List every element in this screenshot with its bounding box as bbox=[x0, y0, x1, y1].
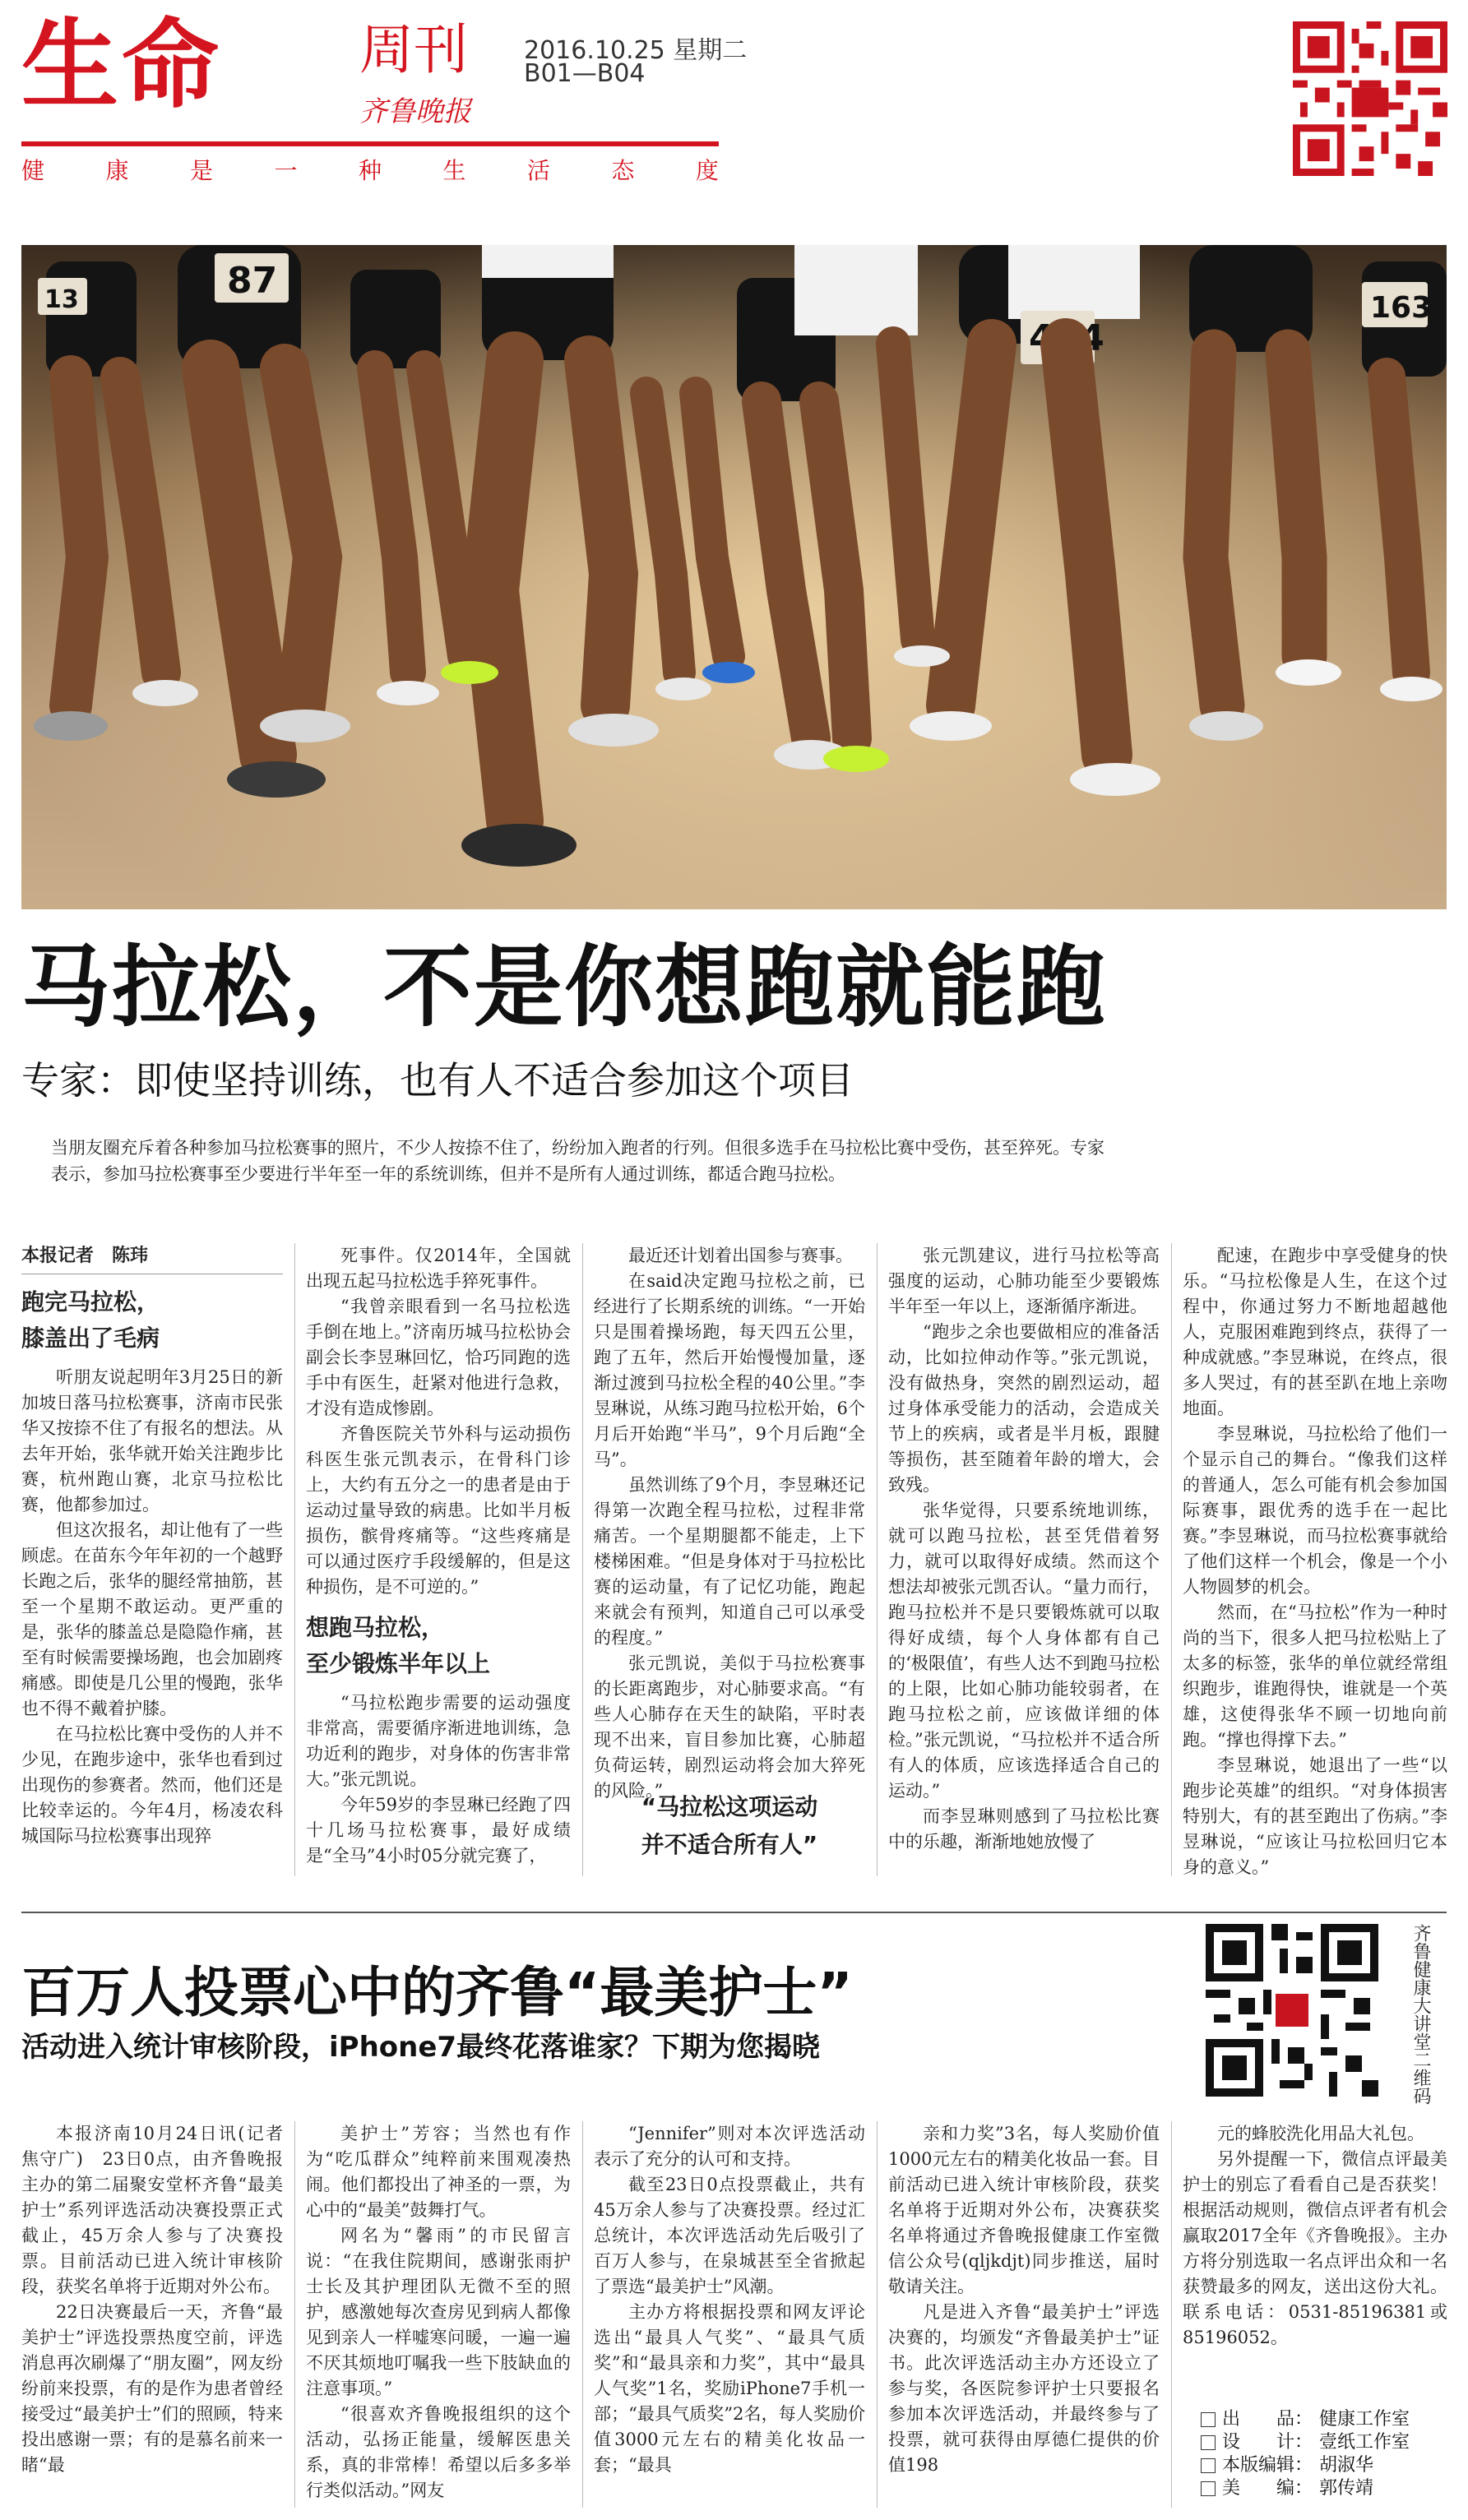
slogan-char: 是 bbox=[189, 157, 213, 184]
credit-value: 壹纸工作室 bbox=[1319, 2432, 1410, 2453]
paragraph: 配速，在跑步中享受健身的快乐。“马拉松像是人生，在这个过程中，你通过努力不断地超越他人，克服困难跑到终点，获得了一种成就感。”李昱琳说，在终点，很多人哭过，有的甚至趴在地上亲吻地面。 bbox=[1183, 1246, 1447, 1418]
main-headline: 马拉松，不是你想跑就能跑 bbox=[21, 936, 1108, 1039]
paragraph: 在said决定跑马拉松之前，已经进行了长期系统的训练。“一开始只是围着操场跑，每天四五公里，跑了五年，然后开始慢慢加量，逐渐过渡到马拉松全程的40公里。”李昱琳说，从练习跑马拉松开始，6个月后开始跑“半马”，9个月后跑“全马”。 bbox=[594, 1271, 865, 1469]
credit-value: 健康工作室 bbox=[1319, 2409, 1410, 2430]
credit-value: 郭传靖 bbox=[1319, 2478, 1374, 2499]
paper-name-logo: 齐鲁晚报 bbox=[359, 95, 471, 128]
page-range: B01—B04 bbox=[524, 59, 646, 88]
paragraph: 死事件。仅2014年，全国就出现五起马拉松选手猝死事件。 bbox=[306, 1246, 571, 1291]
slogan-char: 活 bbox=[526, 157, 550, 184]
quote-line: “马拉松这项运动 bbox=[641, 1793, 818, 1820]
paragraph: 主办方将根据投票和网友评论选出“最具人气奖”、“最具气质奖”和“最具亲和力奖”，其中“最具人气奖”1名，奖励iPhone7手机一部；“最具气质奖”2名，每人奖励价值3000元左右的精美化妆品一套；“最具 bbox=[594, 2302, 865, 2475]
checkbox-icon bbox=[1201, 2412, 1216, 2427]
credit-label: 出 品： bbox=[1222, 2409, 1313, 2430]
credit-row bbox=[1201, 2454, 1447, 2477]
article2-column-5 bbox=[1183, 2121, 1447, 2351]
bib-number: 163 bbox=[1370, 291, 1433, 325]
slogan-char: 生 bbox=[442, 157, 466, 184]
column-divider bbox=[294, 2121, 295, 2508]
paragraph: 凡是进入齐鲁“最美护士”评选决赛的，均颁发“齐鲁最美护士”证书。此次评选活动主办方还设立了参与奖，各医院参评护士只要报名参加本次评选活动，并最终参与了投票，就可获得由厚德仁提供的价值198 bbox=[888, 2302, 1160, 2475]
paragraph: “跑步之余也要做相应的准备活动，比如拉伸动作等。”张元凯说，没有做热身，突然的剧烈运动，超过身体承受能力的活动，会造成关节上的疾病，或者是半月板，跟腱等损伤，甚至随着年龄的增大，会致残。 bbox=[888, 1322, 1160, 1495]
paragraph: 虽然训练了9个月，李昱琳还记得第一次跑全程马拉松，过程非常痛苦。一个星期腿都不能走，上下楼梯困难。“但是身体对于马拉松比赛的运动量，有了记忆功能，跑起来就会有预判，知道自己可以承受的程度。” bbox=[594, 1475, 865, 1648]
paragraph: 最近还计划着出国参与赛事。 bbox=[628, 1246, 853, 1265]
runners-illustration bbox=[21, 245, 1447, 909]
paragraph: 张元凯建议，进行马拉松等高强度的运动，心肺功能至少要锻炼半年至一年以上，逐渐循序渐进。 bbox=[888, 1246, 1160, 1316]
article2-column-3 bbox=[594, 2121, 865, 2478]
slogan-char: 健 bbox=[21, 157, 45, 184]
credit-row bbox=[1201, 2408, 1447, 2431]
second-headline: 百万人投票心中的齐鲁“最美护士” bbox=[21, 1961, 853, 2024]
main-subhead: 专家：即使坚持训练，也有人不适合参加这个项目 bbox=[21, 1058, 854, 1103]
paragraph: 李昱琳说，她退出了一些“以跑步论英雄”的组织。“对身体损害特别大，有的甚至跑出了伤病。”李昱琳说，“应该让马拉松回归它本身的意义。” bbox=[1183, 1755, 1447, 1877]
slogan-char: 种 bbox=[358, 157, 382, 184]
article2-column-1 bbox=[21, 2121, 283, 2478]
article-column-3 bbox=[594, 1243, 865, 1804]
column-divider bbox=[877, 1243, 878, 1876]
column-divider bbox=[1171, 1243, 1172, 1876]
subtitle-line: 膝盖出了毛病 bbox=[21, 1325, 160, 1352]
paragraph: 而李昱琳则感到了马拉松比赛中的乐趣，渐渐地她放慢了 bbox=[888, 1806, 1160, 1852]
section-subtitle bbox=[21, 1284, 283, 1357]
article2-column-2 bbox=[306, 2121, 571, 2504]
bib-number: 13 bbox=[44, 285, 79, 314]
article-column-5 bbox=[1183, 1243, 1447, 1880]
paragraph: “Jennifer”则对本次评选活动表示了充分的认可和支持。 bbox=[594, 2124, 865, 2169]
paragraph: 美护士”芳容；当然也有作为“吃瓜群众”纯粹前来围观凑热闹。他们都投出了神圣的一票，为心中的“最美”鼓舞打气。 bbox=[306, 2124, 571, 2220]
column-divider bbox=[582, 2121, 583, 2508]
brand-title: 生命 bbox=[21, 8, 223, 122]
bib-number: 464 bbox=[1029, 317, 1104, 359]
paragraph: 但这次报名，却让他有了一些顾虑。在苗东今年年初的一个越野长跑之后，张华的腿经常抽筋，甚至一个星期不敢运动。更严重的是，张华的膝盖总是隐隐作痛，甚至有时候需要操场跑，也会加剧疼痛感。即使是几公里的慢跑，张华也不得不戴着护膝。 bbox=[21, 1520, 283, 1718]
paragraph: 截至23日0点投票截止，共有45万余人参与了决赛投票。经过汇总统计，本次评选活动先后吸引了百万人参与，在泉城甚至全省掀起了票选“最美护士”风潮。 bbox=[594, 2175, 865, 2296]
qr-code-icon[interactable] bbox=[1206, 1924, 1378, 2097]
quote-line: 并不适合所有人” bbox=[641, 1831, 818, 1858]
paragraph: 张华觉得，只要系统地训练，就可以跑马拉松，甚至凭借着努力，就可以取得好成绩。然而这个想法却被张元凯否认。“量力而行，跑马拉松并不是只要锻炼就可以取得好成绩，每个人身体都有自己的‘极限值’，有些人达不到跑马拉松的上限，比如心肺功能较弱者，在跑马拉松之前，应该做详细的体检。”张元凯说，“马拉松并不适合所有人的体质，应该选择适合自己的运动。” bbox=[888, 1500, 1160, 1801]
article2-column-4 bbox=[888, 2121, 1160, 2478]
subtitle-line: 跑完马拉松， bbox=[21, 1288, 160, 1315]
paragraph: 22日决赛最后一天，齐鲁“最美护士”评选投票热度空前，评选消息再次刷爆了“朋友圈”，网友纷纷前来投票，有的是作为患者曾经接受过“最美护士”们的照顾，特来投出感谢一票；有的是慕名前来一睹“最 bbox=[21, 2302, 283, 2475]
qr-code-icon[interactable] bbox=[1293, 21, 1447, 176]
subtitle-line: 想跑马拉松， bbox=[306, 1614, 445, 1641]
column-divider bbox=[1171, 2121, 1172, 2508]
marathon-runners-photo bbox=[21, 245, 1447, 909]
article-column-1 bbox=[21, 1243, 283, 1849]
paragraph: 本报济南10月24日讯(记者 焦守广) 23日0点，由齐鲁晚报主办的第二届聚安堂杯齐鲁“最美护士”系列评选活动决赛投票正式截止，45万余人参与了决赛投票。目前活动已进入统计审核阶段，获奖名单将于近期对外公布。 bbox=[21, 2124, 283, 2296]
paragraph: “很喜欢齐鲁晚报组织的这个活动，弘扬正能量，缓解医患关系，真的非常棒！希望以后多多举行类似活动。”网友 bbox=[306, 2404, 571, 2500]
lead-paragraph: 当朋友圈充斥着各种参加马拉松赛事的照片，不少人按捺不住了，纷纷加入跑者的行列。但很多选手在马拉松比赛中受伤，甚至猝死。专家表示，参加马拉松赛事至少要进行半年至一年的系统训练，但并不是所有人通过训练，都适合跑马拉松。 bbox=[51, 1138, 1104, 1184]
paragraph: “我曾亲眼看到一名马拉松选手倒在地上。”济南历城马拉松协会副会长李昱琳回忆，恰巧同跑的选手中有医生，赶紧对他进行急救，才没有造成惨剧。 bbox=[306, 1297, 571, 1418]
paragraph: 齐鲁医院关节外科与运动损伤科医生张元凯表示，在骨科门诊上，大约有五分之一的患者是由于运动过量导致的病患。比如半月板损伤，髌骨疼痛等。“这些疼痛是可以通过医疗手段缓解的，但是这种损伤，是不可逆的。” bbox=[306, 1424, 571, 1597]
credit-label: 美 编： bbox=[1222, 2478, 1313, 2499]
pull-quote bbox=[594, 1788, 865, 1864]
bib-number: 87 bbox=[227, 260, 278, 302]
slogan-char: 康 bbox=[105, 157, 129, 184]
paragraph: 李昱琳说，马拉松给了他们一个显示自己的舞台。“像我们这样的普通人，怎么可能有机会参加国际赛事，跟优秀的选手在一起比赛。”李昱琳说，而马拉松赛事就给了他们这样一个机会，像是一个小人物圆梦的机会。 bbox=[1183, 1424, 1447, 1597]
paragraph: 在马拉松比赛中受伤的人并不少见，在跑步途中，张华也看到过出现伤的参赛者。然而，他们还是比较幸运的。今年4月，杨凌农科城国际马拉松赛事出现猝 bbox=[21, 1724, 283, 1846]
masthead-slogan bbox=[21, 153, 719, 186]
paragraph: 另外提醒一下，微信点评最美护士的别忘了看看自己是否获奖！根据活动规则，微信点评者有机会赢取2017全年《齐鲁晚报》。主办方将分别选取一名点评出众和一名获赞最多的网友，送出这份大礼。联系电话：0531-85196381或85196052。 bbox=[1183, 2149, 1447, 2347]
paragraph: 亲和力奖”3名，每人奖励价值1000元左右的精美化妆品一套。目前活动已进入统计审核阶段，获奖名单将于近期对外公布，决赛获奖名单将通过齐鲁晚报健康工作室微信公众号(qljkdjt)同步推送，届时敬请关注。 bbox=[888, 2124, 1160, 2296]
credit-row bbox=[1201, 2477, 1447, 2500]
paragraph: 然而，在“马拉松”作为一种时尚的当下，很多人把马拉松贴上了太多的标签，张华的单位就经常组织跑步，谁跑得快，谁就是一个英雄，这使得张华不顾一切地向前跑。“撑也得撑下去。” bbox=[1183, 1602, 1447, 1750]
credit-label: 本版编辑： bbox=[1222, 2455, 1313, 2476]
paragraph: 今年59岁的李昱琳已经跑了四十几场马拉松赛事，最好成绩是“全马”4小时05分就完赛了， bbox=[306, 1795, 571, 1866]
subtitle-line: 至少锻炼半年以上 bbox=[306, 1650, 491, 1677]
paragraph: 元的蜂胶洗化用品大礼包。 bbox=[1217, 2124, 1424, 2143]
section-subtitle bbox=[306, 1610, 571, 1682]
article-column-2 bbox=[306, 1243, 571, 1869]
slogan-char: 态 bbox=[611, 157, 635, 184]
section-divider bbox=[21, 1912, 1447, 1913]
credit-row bbox=[1201, 2431, 1447, 2454]
credit-label: 设 计： bbox=[1222, 2432, 1313, 2453]
slogan-char: 一 bbox=[274, 157, 298, 184]
issue-date: 2016.10.25 星期二 bbox=[524, 36, 748, 65]
masthead-rule bbox=[21, 141, 719, 146]
second-subhead: 活动进入统计审核阶段，iPhone7最终花落谁家？下期为您揭晓 bbox=[21, 2031, 821, 2064]
page-credits bbox=[1201, 2408, 1447, 2500]
credit-value: 胡淑华 bbox=[1319, 2455, 1374, 2476]
slogan-char: 度 bbox=[695, 157, 719, 184]
column-divider bbox=[582, 1243, 583, 1876]
paragraph: “马拉松跑步需要的运动强度非常高，需要循序渐进地训练，急功近利的跑步，对身体的伤害非常大。”张元凯说。 bbox=[306, 1693, 571, 1789]
paragraph: 听朋友说起明年3月25日的新加坡日落马拉松赛事，济南市民张华又按捺不住了有报名的想法。从去年开始，张华就开始关注跑步比赛，杭州跑山赛，北京马拉松比赛，他都参加过。 bbox=[21, 1367, 283, 1514]
qr-caption: 齐鲁健康大讲堂二维码 bbox=[1410, 1924, 1431, 2105]
paragraph: 网名为“馨雨”的市民留言说：“在我住院期间，感谢张雨护士长及其护理团队无微不至的照护，感激她每次查房见到病人都像见到亲人一样嘘寒问暖，一遍一遍不厌其烦地叮嘱我一些下肢缺血的注意事项。” bbox=[306, 2226, 571, 2398]
column-divider bbox=[294, 1243, 295, 1876]
paragraph: 张元凯说，美似于马拉松赛事的长距离跑步，对心肺要求高。“有些人心肺存在天生的缺陷，平时表现不出来，盲目参加比赛，心肺超负荷运转，剧烈运动将会加大猝死的风险。” bbox=[594, 1653, 865, 1801]
checkbox-icon bbox=[1201, 2435, 1216, 2450]
weekly-label: 周刊 bbox=[359, 18, 468, 81]
column-divider bbox=[877, 2121, 878, 2508]
article-column-4 bbox=[888, 1243, 1160, 1855]
checkbox-icon bbox=[1201, 2481, 1216, 2496]
checkbox-icon bbox=[1201, 2458, 1216, 2473]
byline: 本报记者 陈玮 bbox=[21, 1246, 149, 1266]
